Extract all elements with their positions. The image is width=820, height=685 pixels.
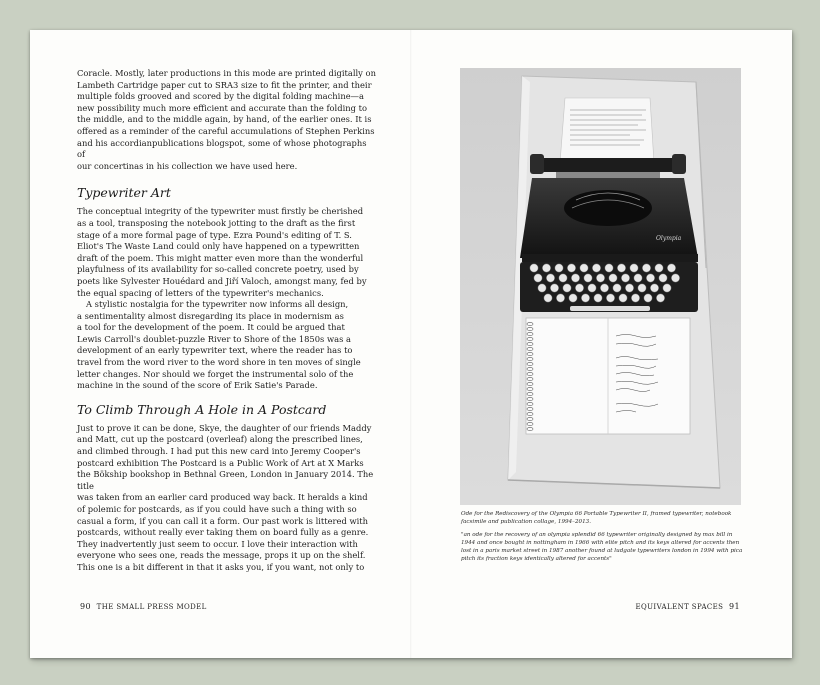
left-page-text [77, 68, 377, 574]
typewriter-key [642, 264, 650, 272]
typewriter-key [656, 294, 664, 302]
paper-sheet [560, 98, 654, 163]
typewriter-key [594, 294, 602, 302]
notebook-facsimile [526, 318, 690, 434]
typewriter-key [644, 294, 652, 302]
page-number-left: 90 [80, 602, 91, 611]
typewriter-key [530, 264, 538, 272]
typewriter-key [631, 294, 639, 302]
typewriter-key [671, 274, 679, 282]
gutter [410, 30, 412, 658]
typewriter-key [567, 264, 575, 272]
typewriter-key [663, 284, 671, 292]
typewriter-key [580, 264, 588, 272]
typewriter-key [650, 284, 658, 292]
typewriter-photo [460, 68, 741, 505]
typewriter-key [588, 284, 596, 292]
typewriter-key [619, 294, 627, 302]
typewriter-key [655, 264, 663, 272]
typewriter-key [600, 284, 608, 292]
typewriter-key [534, 274, 542, 282]
section-heading-typewriter-art: Typewriter Art [77, 185, 171, 201]
typewriter-key [606, 294, 614, 302]
running-head-left: THE SMALL PRESS MODEL [96, 603, 207, 611]
typewriter-key [596, 274, 604, 282]
typewriter-key [667, 264, 675, 272]
typewriter-keyboard [520, 262, 698, 312]
typewriter-key [646, 274, 654, 282]
typewriter-key [559, 274, 567, 282]
typewriter-key [638, 284, 646, 292]
typewriter-key [555, 264, 563, 272]
typewriter-key [546, 274, 554, 282]
typewriter-key [617, 264, 625, 272]
intro-paragraph: Coracle. Mostly, later productions in this mode are printed digitally on Lambeth Cartridge paper cut to SRA3 size to fit the printer, and their multiple folds grooved and scored by the digital folding machine—a new possibility much more efficient and accurate than the folding to the middle, and to the middle again, by hand, of the earlier ones. It is offered as a reminder of the careful accumulations of Stephen Perkins and his accordianpublications blogspot, some of whose photographs of our concertinas in his collection we have used here. [77, 68, 376, 171]
typewriter-key [613, 284, 621, 292]
running-head-right: EQUIVALENT SPACES [635, 603, 724, 611]
typewriter-key [571, 274, 579, 282]
section-heading-postcard: To Climb Through A Hole in A Postcard [77, 401, 327, 417]
typewriter-key [538, 284, 546, 292]
typewriter-key [659, 274, 667, 282]
book-spread [30, 30, 792, 658]
typewriter-key [605, 264, 613, 272]
typewriter-key [544, 294, 552, 302]
typewriter-key [563, 284, 571, 292]
typewriter-key [592, 264, 600, 272]
page-number-right: 91 [729, 602, 740, 611]
typewriter-key [584, 274, 592, 282]
typewriter-key [575, 284, 583, 292]
typewriter-paragraph-1: The conceptual integrity of the typewriter must firstly be cherished as a tool, transposing the notebook jotting to the draft as the first stage of a more formal page of type. Ezra Pound's editing of T. S. Eliot's The Waste Land could only have happened on a typewritten draft of the poem. This might matter even more than the wonderful playfulness of its availability for so-called concrete poetry, used by poets like Sylvester Houédard and Jiří Valoch, amongst many, fed by the equal spacing of letters of the typewriter's mechanics. [77, 206, 367, 298]
typewriter-key [625, 284, 633, 292]
caption-quote: "an ode for the recovery of an olympia splendid 66 typewriter originally designed by max bill in 1944 and once bought in nottingham in 1966 with elite pitch and its keys altered for accents then lost in a paris market street in 1987 another found at ludgate typewriters london in 1994 with pica pitch its fraction keys identically altered for accents" [461, 532, 743, 562]
caption-title: Ode for the Rediscovery of the Olympia 66 Portable Typewriter II, framed typewriter, notebook facsimile and publication collage, 1994–2013. [461, 511, 732, 525]
space-bar [570, 306, 650, 311]
typewriter-key [630, 264, 638, 272]
typewriter-key [556, 294, 564, 302]
typewriter-key [621, 274, 629, 282]
typewriter-key [634, 274, 642, 282]
typewriter-key [550, 284, 558, 292]
typewriter-paragraph-2: A stylistic nostalgia for the typewriter now informs all design, a sentimentality almost disregarding its place in modernism as a tool for the development of the poem. It could be argued that Lewis Carroll's doublet-puzzle River to Shore of the 1850s was a development of an early typewriter text, where the reader has to travel from the word river to the word shore in ten moves of single letter changes. Nor should we forget the instrumental solo of the machine in the sound of the score of Erik Satie's Parade. [77, 299, 361, 391]
right-folio [635, 602, 743, 611]
photo-caption [461, 510, 743, 563]
typewriter-key [542, 264, 550, 272]
typewriter-key [609, 274, 617, 282]
postcard-paragraph: Just to prove it can be done, Skye, the daughter of our friends Maddy and Matt, cut up the postcard (overleaf) along the prescribed lines, and climbed through. I had put this new card into Jeremy Cooper's postcard exhibition The Postcard is a Public Work of Art at X Marks the Bökship bookshop in Bethnal Green, London in January 2014. The title was taken from an earlier card produced way back. It heralds a kind of polemic for postcards, as if you could have such a thing with so casual a form, if you can call it a form. Our past work is littered with postcards, without really ever taking them on board fully as a genre. They inadvertently just seem to occur. I love their interaction with everyone who sees one, reads the message, props it up on the shelf. This one is a bit different in that it asks you, if you want, not only to [77, 422, 374, 572]
olympia-logo: Olympia [656, 235, 682, 242]
typewriter-body [520, 178, 698, 262]
typewriter-key [569, 294, 577, 302]
left-folio [77, 602, 207, 611]
typewriter-key [581, 294, 589, 302]
